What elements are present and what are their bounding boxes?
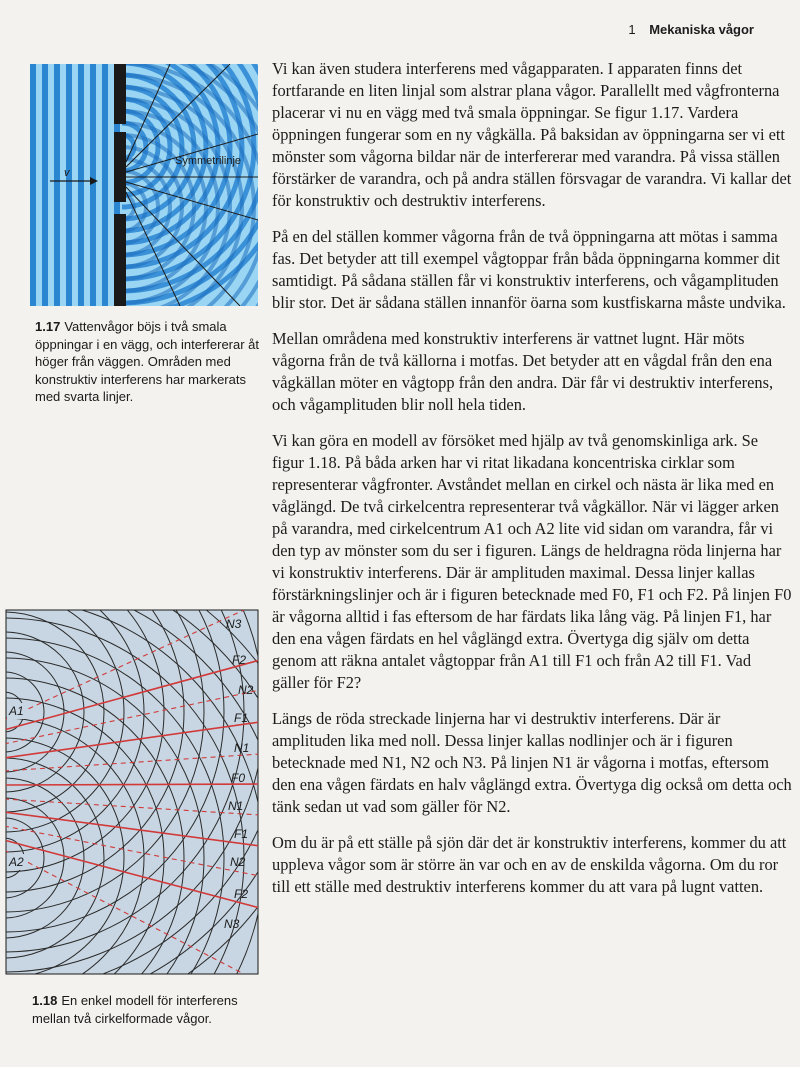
figure-1-18-caption bbox=[32, 992, 267, 1027]
paragraph: Vi kan göra en modell av försöket med hjälp av två genomskinliga ark. Se figur 1.18. På båda arken har vi ritat likadana koncentriska cirklar som representerar vågfronter. Avståndet mellan en cirkel och nästa är lika med en våglängd. De två cirkelcentra representerar två vågkällor. När vi lägger arken på varandra, med cirkelcentrum A1 och A2 lite vid sidan om varandra, får vi den typ av mönster som du ser i figuren. Längs de heldragna röda linjerna har vi konstruktiv interferens. Där är amplituden maximal. Dessa linjer kallas förstärkningslinjer och är i figuren betecknade med F0, F1 och F2. På linjen F0 är vågorna alltid i fas eftersom de har färdats lika lång väg. På linjen F1, har den ena vågen färdats en hel våglängd extra. Övertyga dig själv om detta genom att räkna antalet vågtoppar från A1 till F1 och från A2 till F1. Vad gäller för F2? bbox=[272, 431, 792, 692]
chapter-number: 1 bbox=[628, 22, 636, 37]
symmetry-line-label: Symmetrilinje bbox=[175, 155, 242, 167]
paragraph: Vi kan även studera interferens med vågapparaten. I apparaten finns det fortfarande en liten linjal som alstrar plana vågor. Parallellt med vågfronterna placerar vi nu en vägg med två smala öppningar. Se figur 1.17. Vardera öppningen fungerar som en ny vågkälla. På baksidan av öppningarna ser vi ett mönster som vågorna bildar när de interfererar med varandra. På vissa ställen förstärker de varandra, och på andra ställen försvagar de varandra. Vi kallar det för konstruktiv och destruktiv interferens. bbox=[272, 59, 792, 210]
figure-number: 1.17 bbox=[35, 319, 61, 334]
line-label: N2 bbox=[238, 683, 254, 697]
source-label-a2: A2 bbox=[9, 855, 24, 869]
line-label: F1 bbox=[234, 711, 249, 725]
figure-1-18-diagram bbox=[4, 608, 260, 976]
line-label: F0 bbox=[231, 771, 246, 785]
line-label: F1 bbox=[234, 827, 249, 841]
running-header bbox=[628, 22, 754, 37]
paragraph: Längs de röda streckade linjerna har vi destruktiv interferens. Där är amplituden lika med noll. Dessa linjer kallas nodlinjer och är i figuren betecknade med N1, N2 och N3. På linjen N1 är vågorna i motfas, eftersom den ena vågen färdats en halv våglängd extra. Övertyga dig också om detta och tänk sedan ut vad som gäller för N2. bbox=[272, 709, 792, 816]
caption-text: En enkel modell för interferens mellan två cirkelformade vågor. bbox=[32, 993, 238, 1026]
figure-1-17-caption bbox=[35, 318, 265, 406]
paragraph: Mellan områdena med konstruktiv interferens är vattnet lugnt. Här möts vågorna från de två källorna i motfas. Det betyder att en vågdal från den ena vågkällan möter en vågtopp från den andra. Där får vi destruktiv interferens, och vågamplituden blir noll hela tiden. bbox=[272, 329, 774, 414]
line-label: F2 bbox=[232, 653, 247, 667]
line-label: N2 bbox=[230, 855, 246, 869]
caption-text: Vattenvågor böjs i två smala öppningar i en vägg, och interfererar åt höger från väggen. Områden med konstruktiv interferens har markerats med svarta linjer. bbox=[35, 319, 260, 404]
line-label: F2 bbox=[234, 887, 249, 901]
chapter-title: Mekaniska vågor bbox=[649, 22, 754, 37]
line-label: N3 bbox=[224, 917, 240, 931]
paragraph: På en del ställen kommer vågorna från de två öppningarna att mötas i samma fas. Det betyder att till exempel vågtoppar från båda öppningarna kommer dit samtidigt. På sådana ställen får vi konstruktiv interferens, och vågamplituden blir stor. Det är sådana ställen innanför öarna som kustfiskarna måste undvika. bbox=[272, 227, 786, 312]
wave-interference-illustration bbox=[30, 64, 258, 306]
paragraph: Om du är på ett ställe på sjön där det är konstruktiv interferens, kommer du att uppleva vågor som är större än var och en av de enskilda vågorna. Om du ror till ett ställe med destruktiv interferens kommer du att vara på lugnt vatten. bbox=[272, 833, 787, 896]
body-text bbox=[272, 58, 792, 912]
figure-number: 1.18 bbox=[32, 993, 58, 1008]
line-label: N1 bbox=[234, 741, 250, 755]
figure-1-17-image bbox=[30, 64, 258, 306]
interference-model-svg bbox=[4, 608, 260, 976]
line-label: N3 bbox=[226, 617, 242, 631]
velocity-label: v bbox=[64, 167, 70, 179]
source-label-a1: A1 bbox=[9, 704, 24, 718]
line-label: N1 bbox=[228, 799, 244, 813]
